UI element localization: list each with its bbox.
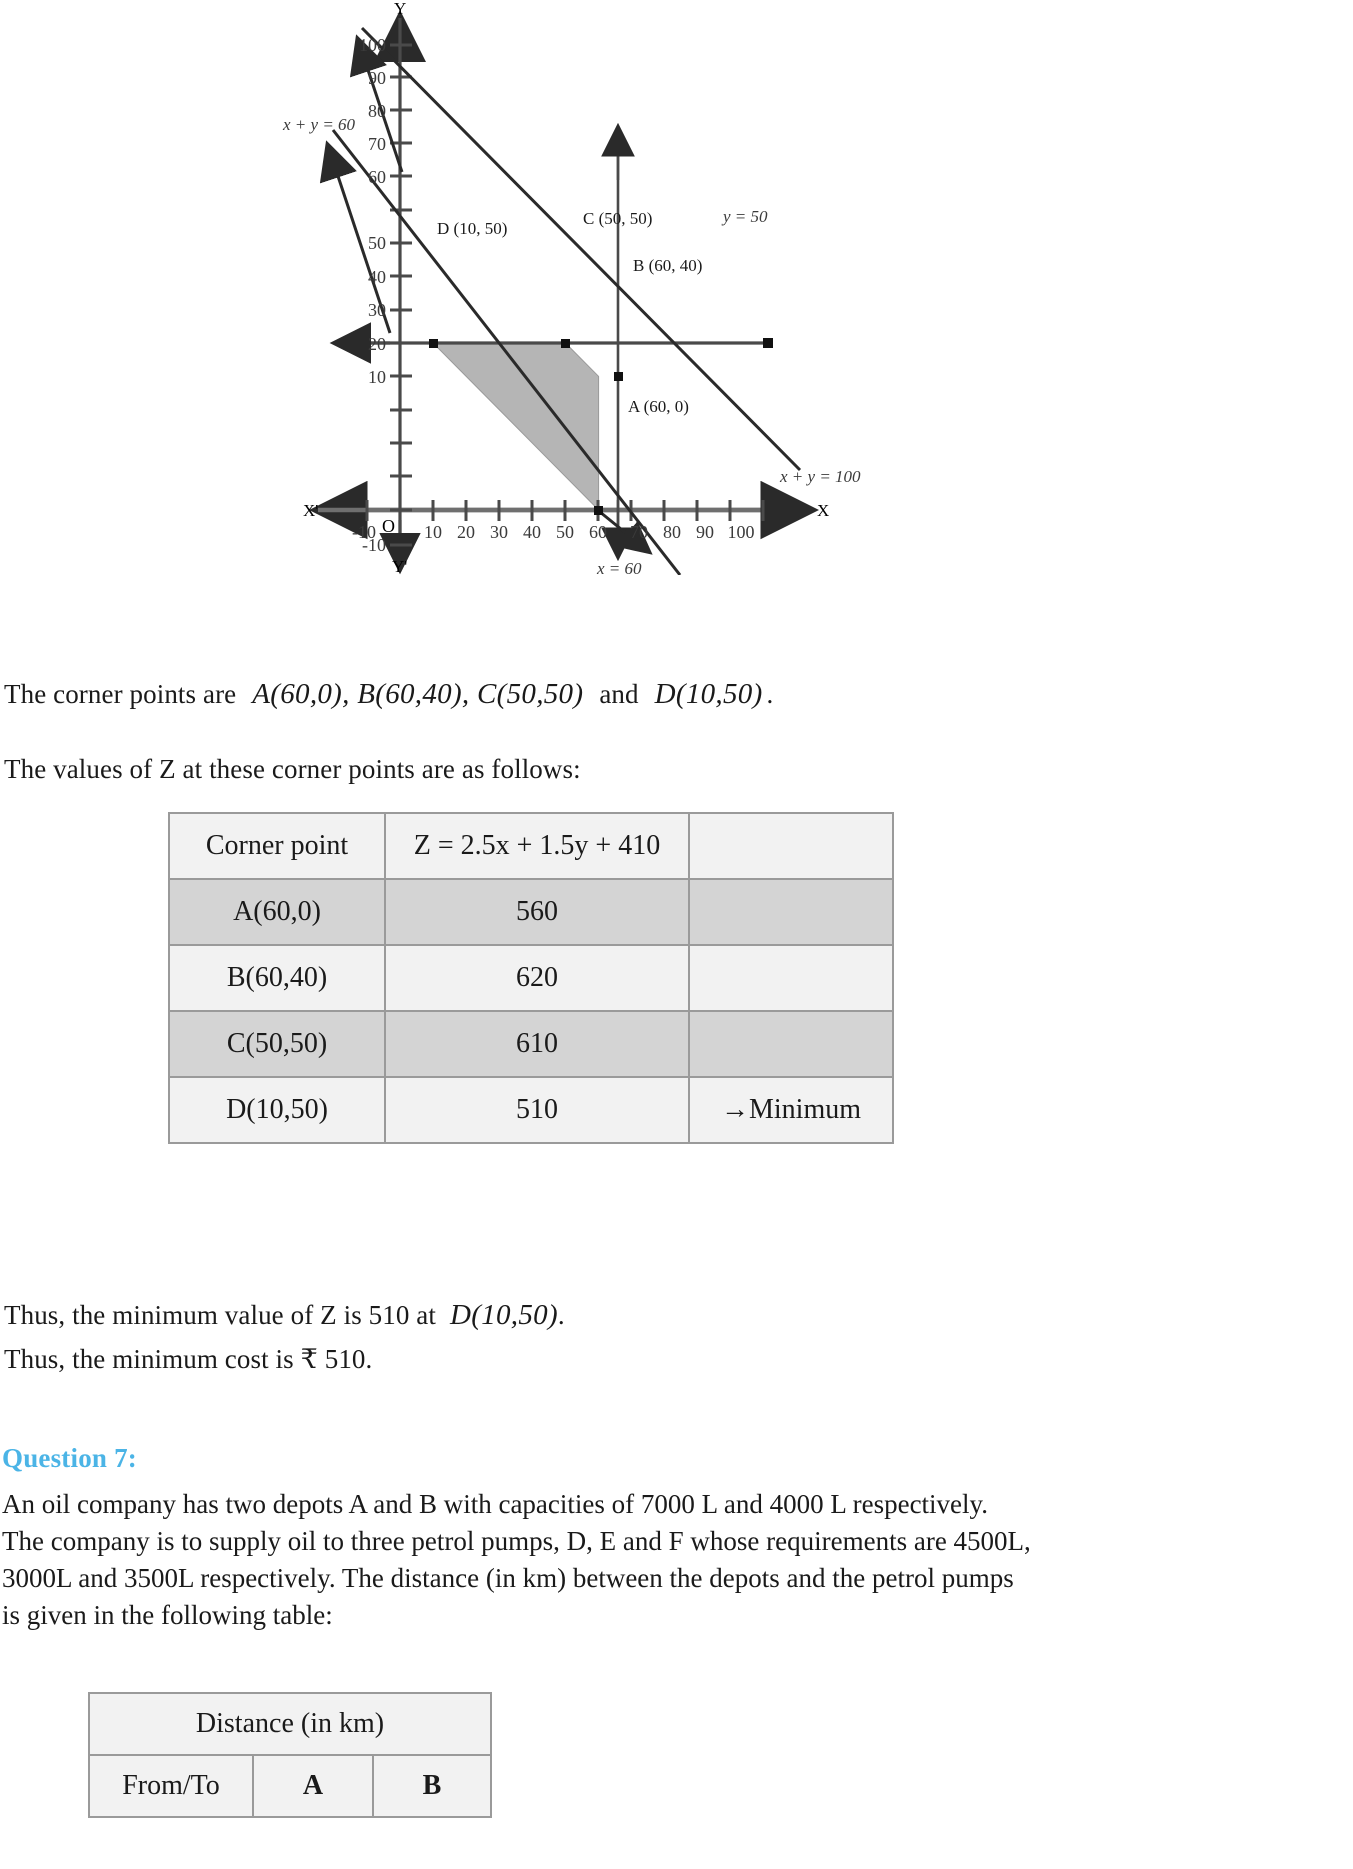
- values-intro-text: The values of Z at these corner points are as follows:: [4, 754, 581, 784]
- z-values-table: [168, 812, 894, 1144]
- question-7-line-2: The company is to supply oil to three petrol pumps, D, E and F whose requirements are 4500L,: [2, 1525, 1031, 1556]
- distance-header-B: B: [373, 1755, 491, 1817]
- distance-table-title-row: [89, 1693, 491, 1755]
- feasible-region: [433, 343, 598, 510]
- closing-line-2: Thus, the minimum cost is ₹ 510.: [4, 1344, 373, 1375]
- closing-line-1-point: D(10,50): [450, 1299, 558, 1331]
- distance-table: [88, 1692, 492, 1818]
- svg-text:20: 20: [457, 522, 475, 542]
- cell-note-D-minimum: →Minimum: [689, 1077, 893, 1143]
- svg-text:-10: -10: [362, 535, 386, 555]
- closing-block: [0, 1295, 1353, 1383]
- question-7-heading: Question 7:: [2, 1443, 137, 1473]
- y-tick-labels: [359, 35, 386, 555]
- label-x-plus-y-60: x + y = 60: [283, 115, 356, 134]
- svg-text:40: 40: [523, 522, 541, 542]
- corner-points-conj: and: [599, 679, 639, 709]
- svg-text:50: 50: [556, 522, 574, 542]
- svg-text:70: 70: [368, 134, 386, 154]
- point-label-C: C (50, 50): [583, 209, 653, 228]
- question-7-line-4: is given in the following table:: [2, 1599, 333, 1630]
- svg-text:70: 70: [630, 522, 648, 542]
- point-label-A: A (60, 0): [628, 397, 689, 416]
- x-tick-labels: [352, 522, 755, 542]
- coordinate-plane-svg: [0, 0, 1353, 575]
- cell-point-C: C(50,50): [169, 1011, 385, 1077]
- label-y-equals-50: y = 50: [723, 207, 768, 226]
- cell-point-D: D(10,50): [169, 1077, 385, 1143]
- z-values-table-wrapper: [168, 812, 894, 1144]
- values-intro-line: [0, 750, 1353, 788]
- distance-table-header-row: [89, 1755, 491, 1817]
- y-axis-bottom-label: Y': [392, 557, 408, 575]
- corner-points-last: D(10,50): [654, 678, 763, 710]
- point-marker-D: [429, 339, 438, 348]
- cell-point-A: A(60,0): [169, 879, 385, 945]
- cell-note-C: [689, 1011, 893, 1077]
- svg-text:30: 30: [490, 522, 508, 542]
- closing-line-1-prefix: Thus, the minimum value of Z is 510 at: [4, 1300, 436, 1330]
- question-7-line-1: An oil company has two depots A and B with capacities of 7000 L and 4000 L respectively.: [2, 1489, 989, 1519]
- point-label-B: B (60, 40): [633, 256, 703, 275]
- distance-header-from-to: From/To: [89, 1755, 253, 1817]
- label-x-equals-60-text: x = 60: [597, 559, 642, 575]
- table-header-row: [169, 813, 893, 879]
- point-marker-C: [561, 339, 570, 348]
- table-row: [169, 879, 893, 945]
- question-7-line-3: 3000L and 3500L respectively. The distance (in km) between the depots and the petrol pumps: [2, 1562, 1014, 1593]
- header-corner-point: Corner point: [169, 813, 385, 879]
- table-row: [169, 1011, 893, 1077]
- closing-line-1-suffix: .: [557, 1300, 565, 1330]
- svg-text:80: 80: [368, 101, 386, 121]
- table-row: [169, 945, 893, 1011]
- svg-text:90: 90: [696, 522, 714, 542]
- table-row: [169, 1077, 893, 1143]
- svg-text:100: 100: [727, 522, 755, 542]
- svg-text:80: 80: [663, 522, 681, 542]
- graph-figure: [0, 0, 1353, 575]
- header-note: [689, 813, 893, 879]
- corner-points-prefix: The corner points are: [4, 679, 237, 709]
- distance-table-title: Distance (in km): [89, 1693, 491, 1755]
- corner-points-line: [0, 675, 1353, 713]
- cell-z-B: 620: [385, 945, 689, 1011]
- svg-text:40: 40: [368, 267, 386, 287]
- closing-line-1: [0, 1295, 1353, 1336]
- origin-label: O: [382, 516, 395, 536]
- svg-text:100: 100: [359, 35, 386, 55]
- point-marker-A: [594, 506, 603, 515]
- point-marker-y50-end: [763, 338, 773, 348]
- distance-table-wrapper: [88, 1692, 492, 1818]
- point-label-D: D (10, 50): [437, 219, 508, 238]
- x-axis-right-label: X: [817, 501, 830, 520]
- header-z-formula: Z = 2.5x + 1.5y + 410: [385, 813, 689, 879]
- label-x-plus-y-100: x + y = 100: [780, 467, 861, 486]
- corner-points-period: .: [766, 679, 774, 709]
- svg-text:90: 90: [368, 68, 386, 88]
- point-marker-B: [614, 372, 623, 381]
- y-axis-top-label: Y: [394, 0, 407, 18]
- cell-point-B: B(60,40): [169, 945, 385, 1011]
- svg-text:10: 10: [424, 522, 442, 542]
- x-axis-left-label: X': [303, 501, 319, 520]
- svg-text:-10: -10: [352, 522, 376, 542]
- cell-note-A: [689, 879, 893, 945]
- svg-text:10: 10: [368, 367, 386, 387]
- cell-z-A: 560: [385, 879, 689, 945]
- svg-text:60: 60: [589, 522, 607, 542]
- svg-text:30: 30: [368, 300, 386, 320]
- corner-points-math: A(60,0), B(60,40), C(50,50): [252, 678, 584, 710]
- question-7-body: [0, 1486, 1348, 1634]
- svg-text:60: 60: [368, 167, 386, 187]
- cell-note-B: [689, 945, 893, 1011]
- cell-z-C: 610: [385, 1011, 689, 1077]
- svg-text:50: 50: [368, 233, 386, 253]
- cell-z-D: 510: [385, 1077, 689, 1143]
- distance-header-A: A: [253, 1755, 373, 1817]
- svg-text:20: 20: [368, 334, 386, 354]
